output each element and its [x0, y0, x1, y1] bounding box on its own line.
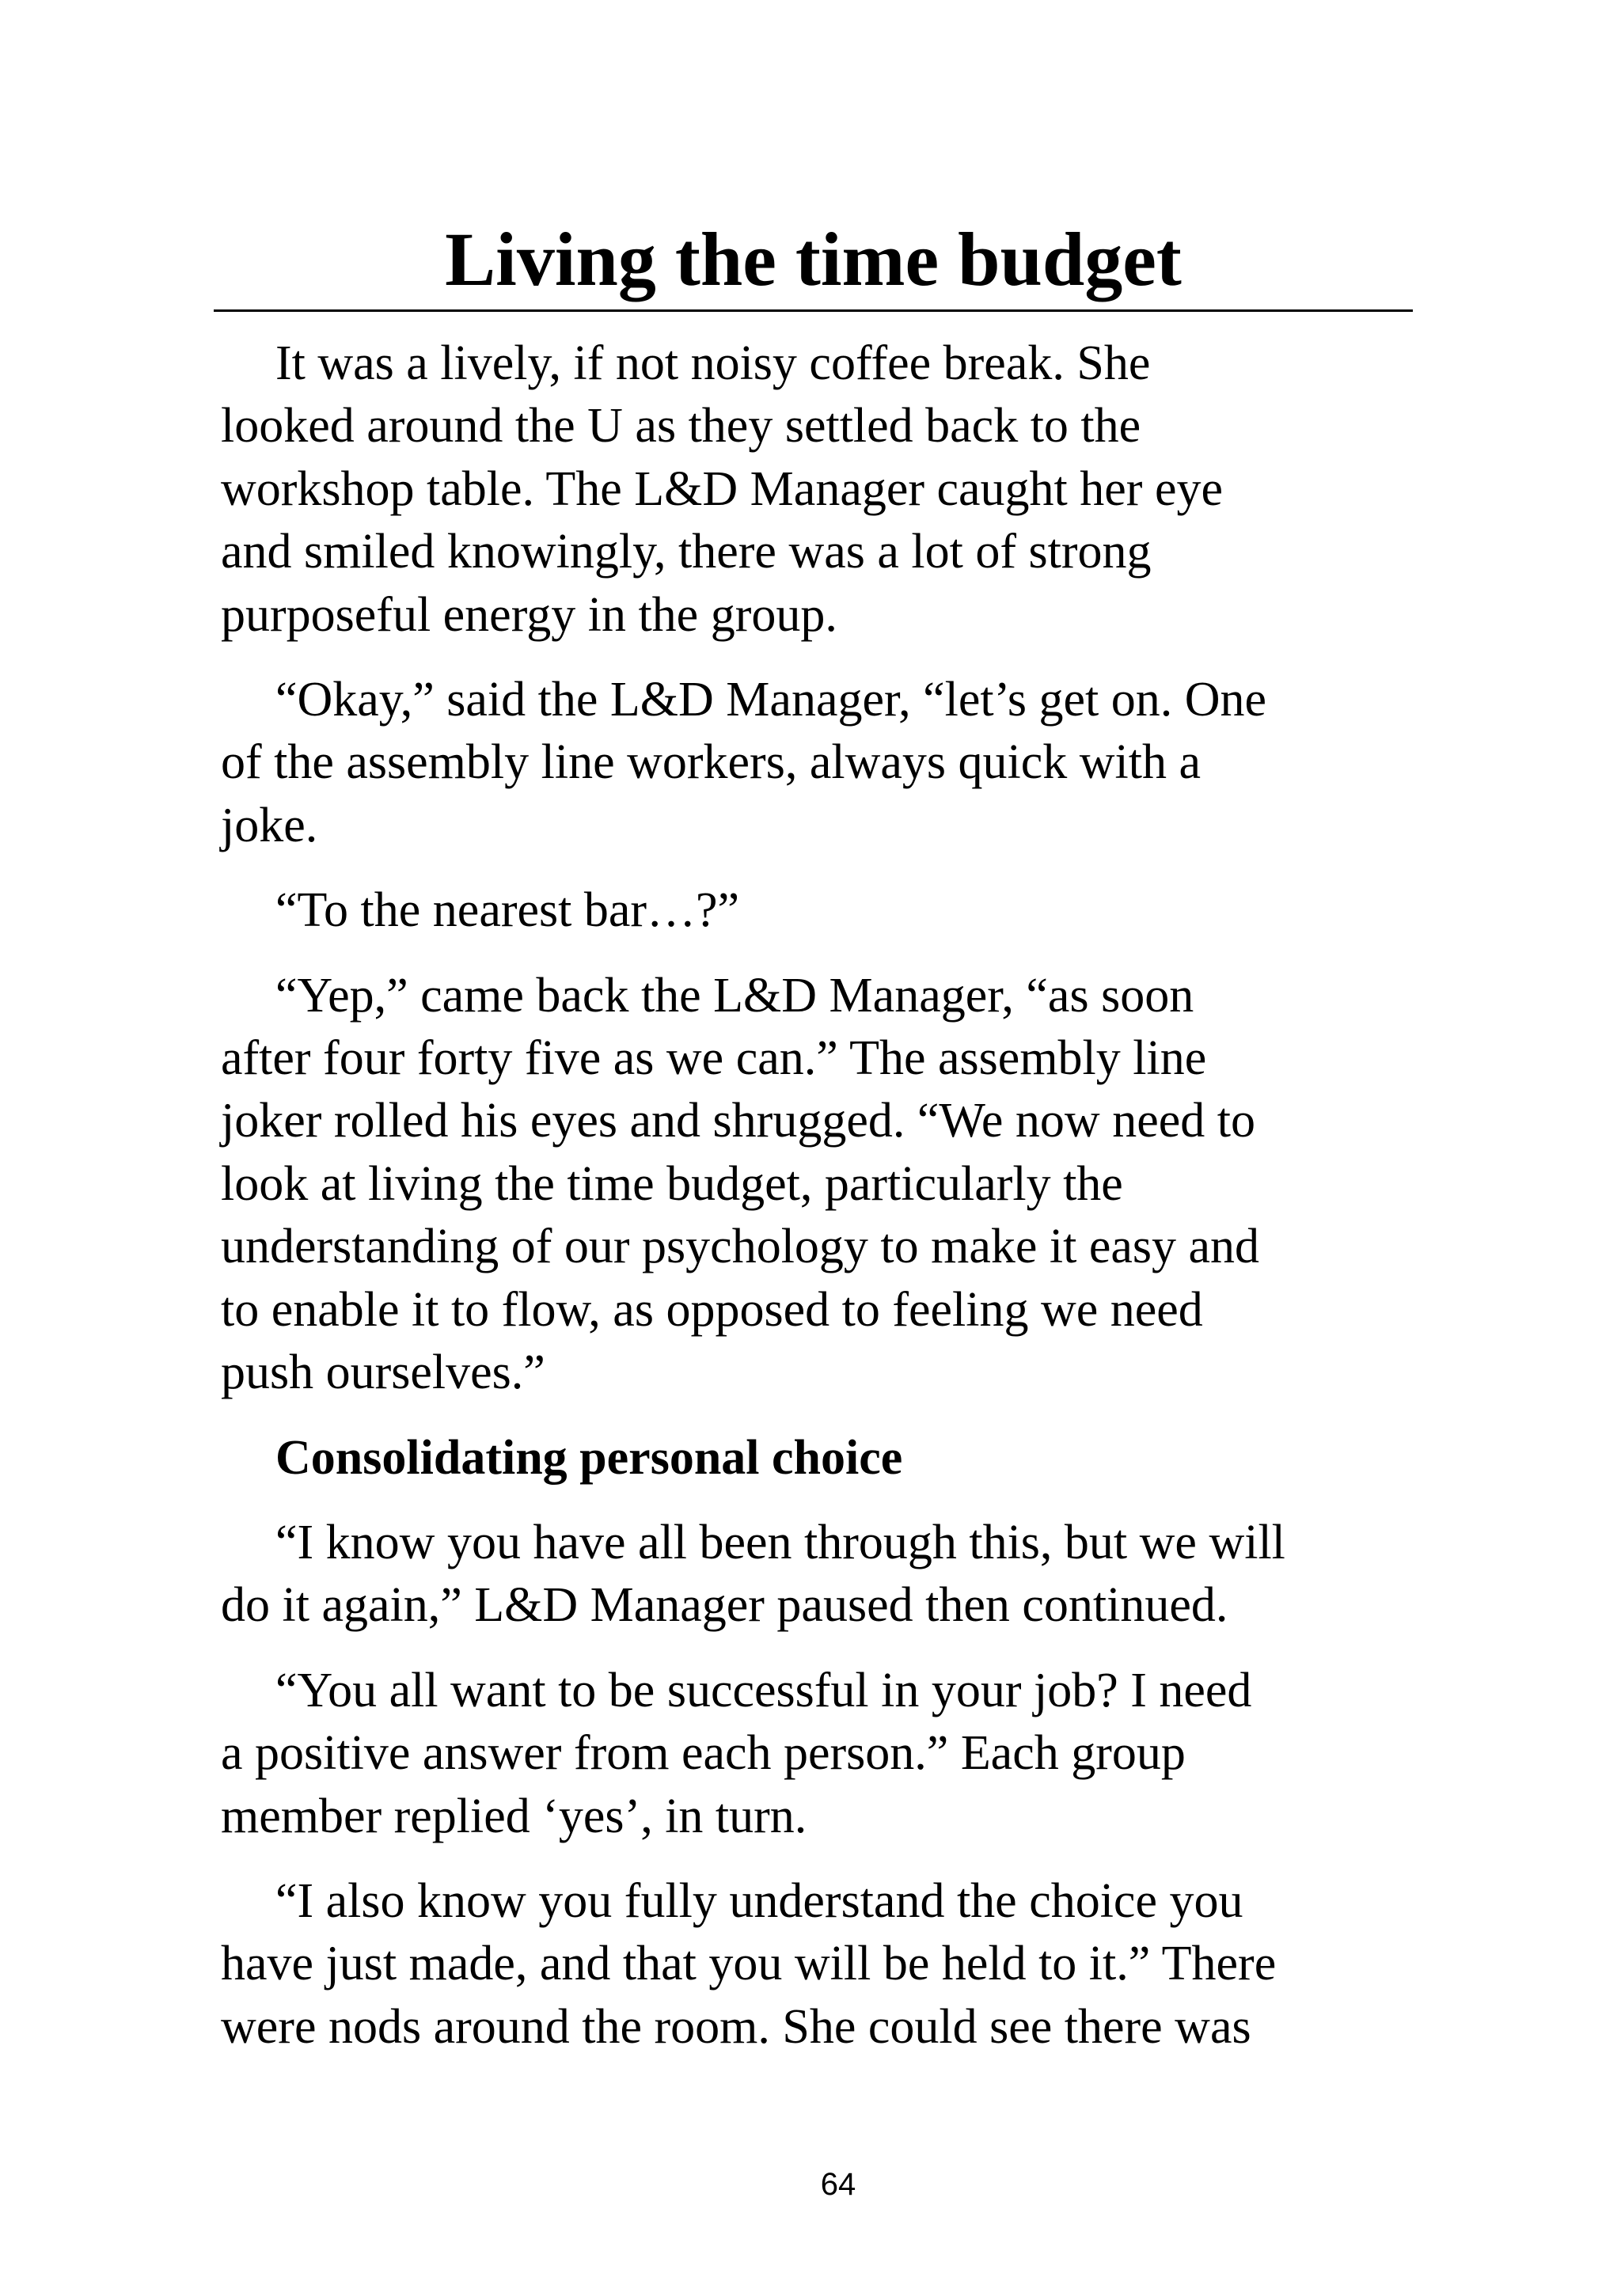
- paragraph-line: have just made, and that you will be held to it.” There: [221, 1937, 1277, 1991]
- chapter-title: Living the time budget: [445, 217, 1182, 302]
- page-number: 64: [820, 2167, 856, 2202]
- paragraph-line: joke.: [221, 798, 318, 852]
- section-subheading: Consolidating personal choice: [275, 1430, 903, 1485]
- paragraph-line: “You all want to be successful in your job? I need: [275, 1663, 1252, 1717]
- paragraph-line: a positive answer from each person.” Each group: [221, 1726, 1186, 1781]
- paragraph-line: of the assembly line workers, always quick with a: [221, 735, 1201, 790]
- paragraph-1: [221, 332, 1416, 647]
- paragraph-line: to enable it to flow, as opposed to feeling we need: [221, 1282, 1203, 1337]
- paragraph-6: [221, 1660, 1416, 1848]
- paragraph-3: [221, 879, 1416, 942]
- paragraph-line: understanding of our psychology to make it easy and: [221, 1220, 1260, 1274]
- paragraph-line: do it again,” L&D Manager paused then continued.: [221, 1578, 1228, 1633]
- paragraph-line: after four forty five as we can.” The assembly line: [221, 1031, 1207, 1086]
- paragraph-line: “I know you have all been through this, but we will: [275, 1515, 1285, 1569]
- paragraph-line: push ourselves.”: [221, 1345, 545, 1400]
- paragraph-2: [221, 669, 1416, 857]
- paragraph-line: “I also know you fully understand the choice you: [275, 1873, 1243, 1928]
- paragraph-line: member replied ‘yes’, in turn.: [221, 1789, 807, 1843]
- paragraph-5: [221, 1512, 1416, 1638]
- paragraph-line: “Yep,” came back the L&D Manager, “as soon: [275, 968, 1194, 1023]
- paragraph-line: were nods around the room. She could see there was: [221, 1999, 1251, 2054]
- body-text: [221, 332, 1416, 2081]
- paragraph-line: It was a lively, if not noisy coffee break. She: [275, 336, 1151, 390]
- paragraph-line: “Okay,” said the L&D Manager, “let’s get on. One: [275, 673, 1267, 727]
- paragraph-line: and smiled knowingly, there was a lot of strong: [221, 525, 1152, 579]
- paragraph-7: [221, 1870, 1416, 2059]
- title-underline-rule: [214, 309, 1413, 312]
- paragraph-line: “To the nearest bar…?”: [275, 883, 740, 938]
- paragraph-4: [221, 965, 1416, 1405]
- paragraph-line: looked around the U as they settled back to the: [221, 399, 1141, 454]
- paragraph-line: joker rolled his eyes and shrugged. “We now need to: [221, 1094, 1255, 1148]
- paragraph-line: look at living the time budget, particularly the: [221, 1156, 1123, 1211]
- paragraph-line: workshop table. The L&D Manager caught her eye: [221, 461, 1223, 516]
- paragraph-line: purposeful energy in the group.: [221, 587, 837, 642]
